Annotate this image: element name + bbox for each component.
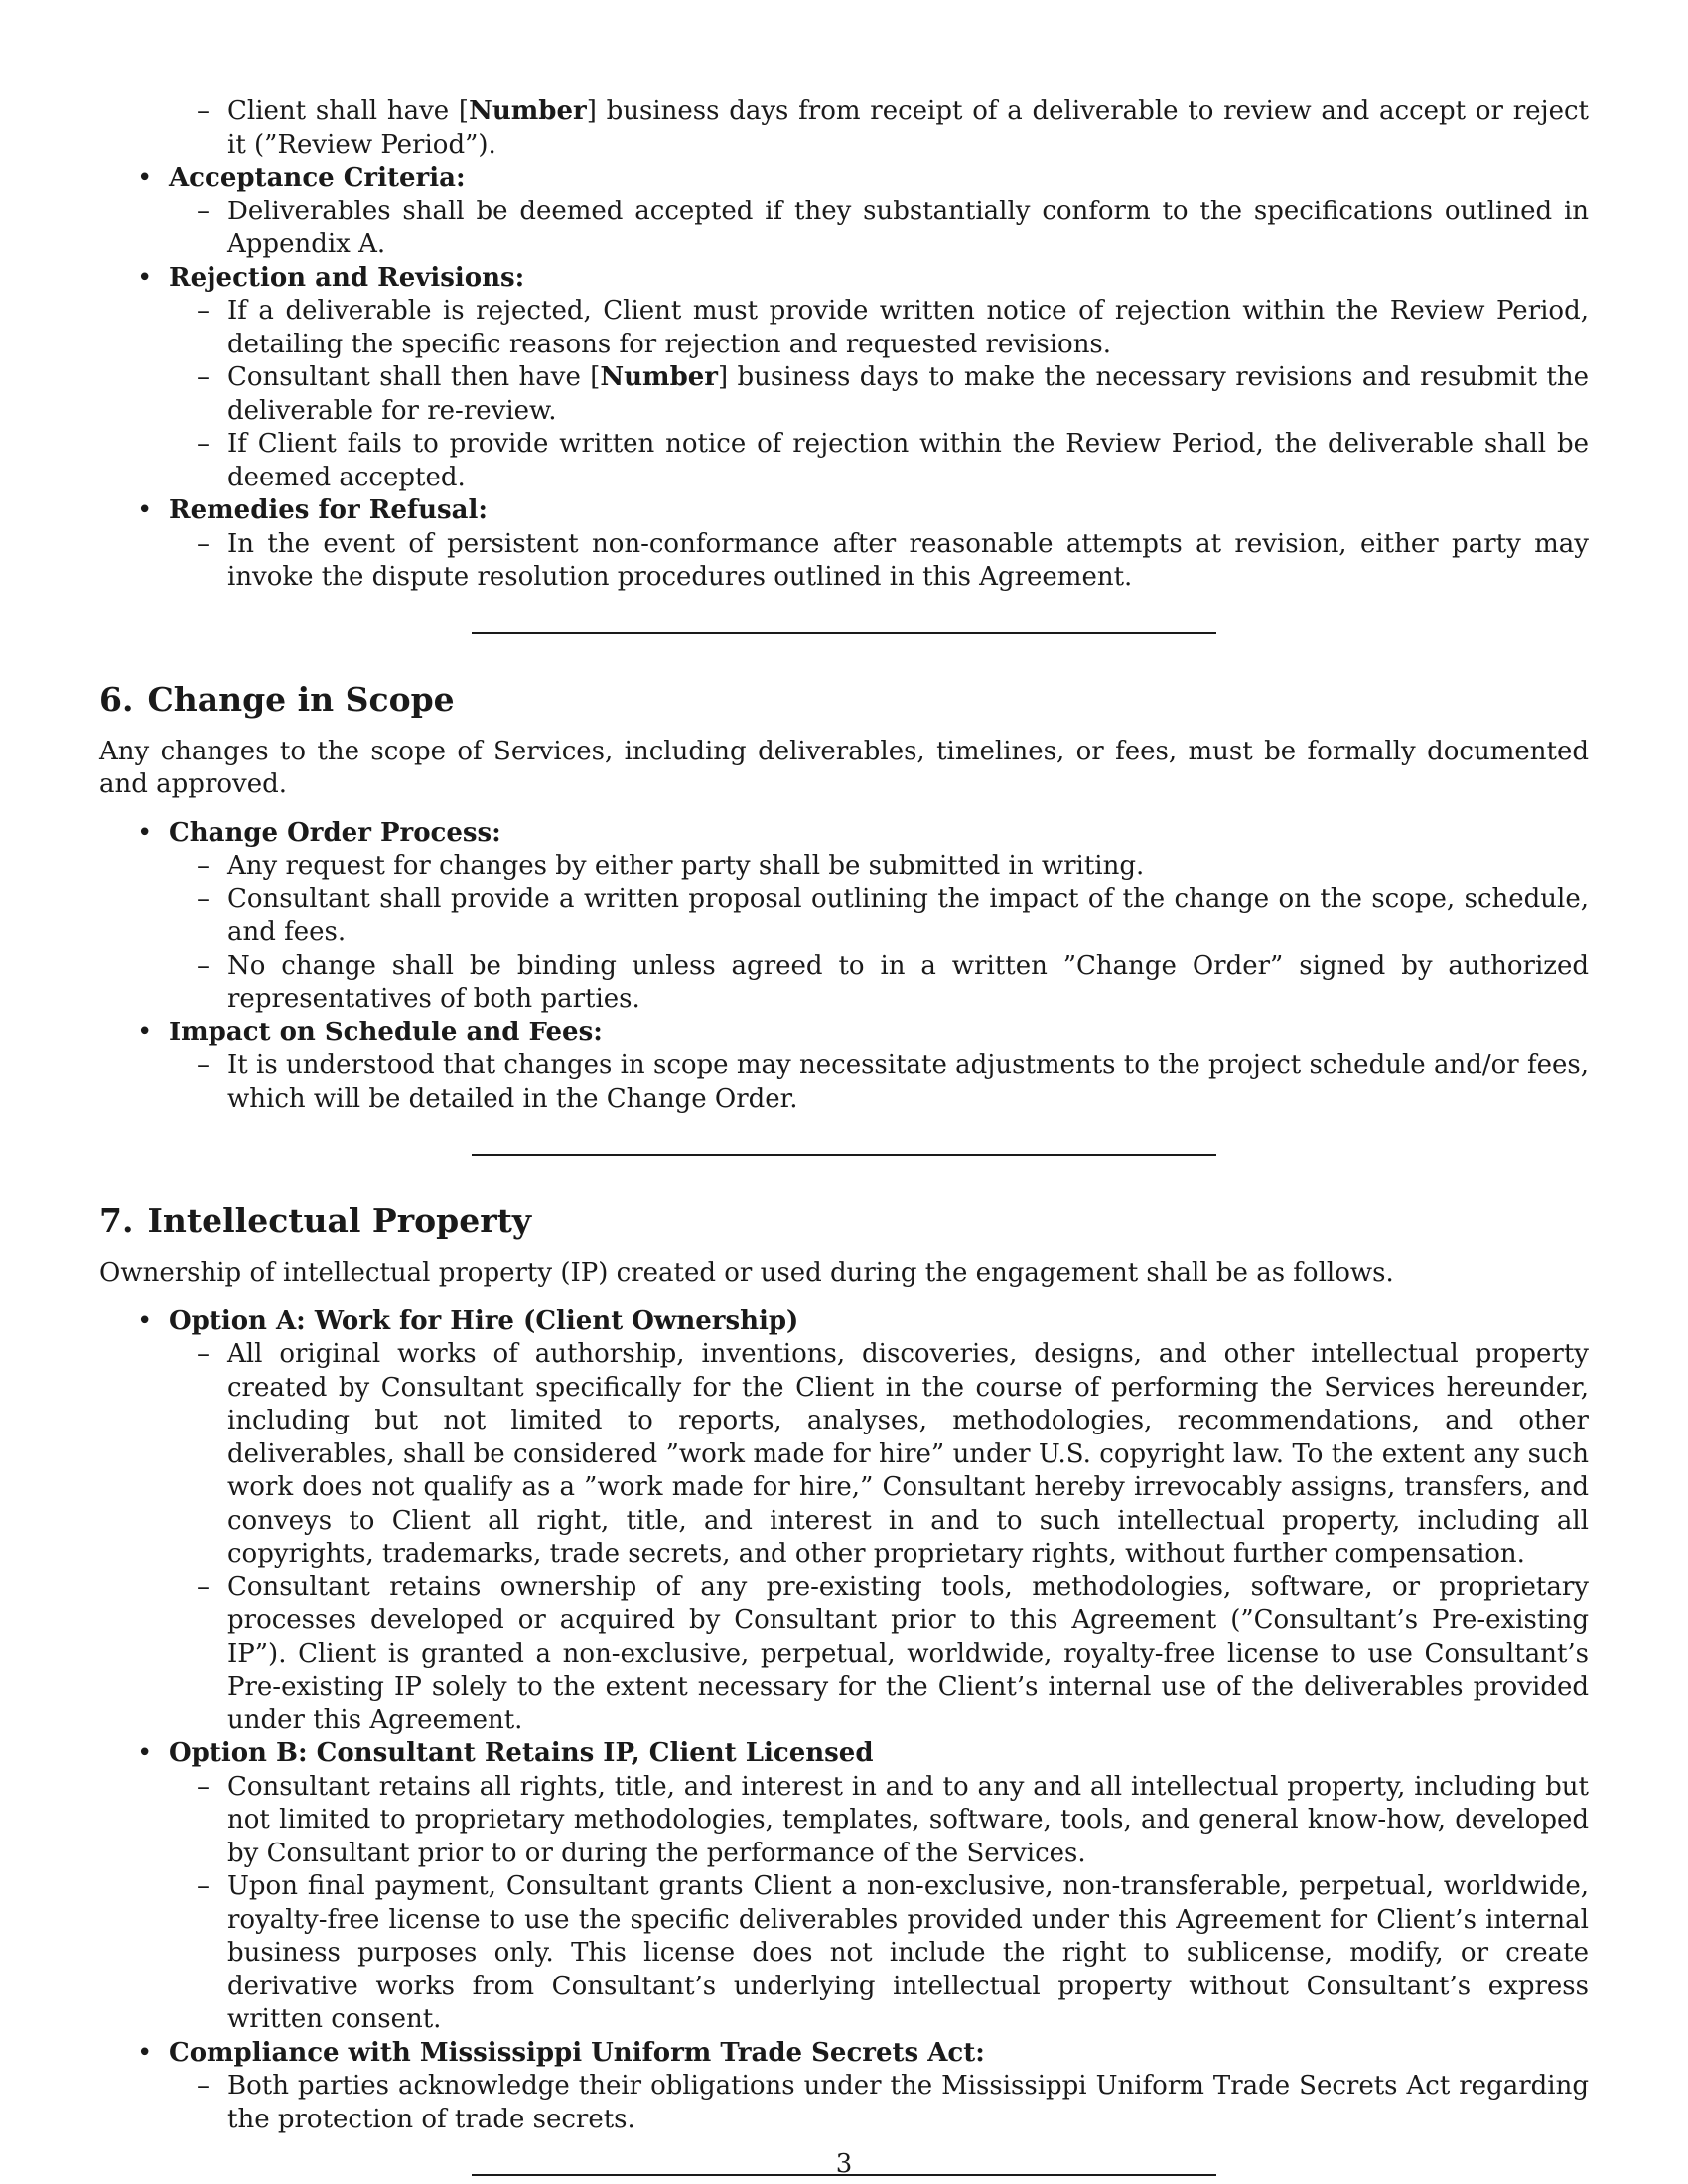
acceptance-sublist (99, 196, 1589, 262)
compliance-list (99, 2037, 1589, 2071)
bullet-marker: • (137, 1017, 153, 1047)
remedies-label: Remedies for Refusal: (169, 495, 488, 525)
impact-bullet (99, 1017, 1589, 1050)
option-a-label: Option A: Work for Hire (Client Ownership) (169, 1305, 799, 1336)
dash-marker: – (197, 1871, 210, 1901)
remedies-sublist (99, 528, 1589, 595)
bullet-marker: • (137, 1738, 153, 1768)
change-order-sublist (99, 850, 1589, 1017)
option-b-bullet (99, 1737, 1589, 1771)
review-period-item: – Client shall have [Number] business days from receipt of a deliverable to review and accept or reject it (”Review Period”). (197, 96, 1589, 160)
rejection-bullet (99, 262, 1589, 296)
dash-marker: – (197, 884, 210, 914)
acceptance-list (99, 162, 1589, 196)
change-order-bullet (99, 817, 1589, 851)
rejection-item: – Consultant shall then have [Number] business days to make the necessary revisions and resubmit the deliverable for re-review. (197, 362, 1590, 426)
option-b-item: – Consultant retains all rights, title, and interest in and to any and all intellectual property, including but not limited to proprietary methodologies, templates, software, tools, and general know-how, developed by Consultant prior to or during the performance of the Services. (197, 1771, 1589, 1868)
dash-marker: – (197, 96, 210, 126)
section-6-heading: 6. Change in Scope (99, 679, 455, 719)
compliance-label: Compliance with Mississippi Uniform Trade Secrets Act: (169, 2037, 985, 2068)
impact-sublist (99, 1049, 1589, 1116)
bullet-marker: • (137, 495, 153, 525)
change-order-item: – No change shall be binding unless agreed to in a written ”Change Order” signed by authorized representatives of both parties. (197, 950, 1589, 1014)
dash-marker: – (197, 429, 210, 459)
rejection-item: – If Client fails to provide written notice of rejection within the Review Period, the deliverable shall be deemed accepted. (197, 429, 1589, 492)
document-page (99, 95, 1589, 2176)
option-b-label: Option B: Consultant Retains IP, Client Licensed (169, 1738, 874, 1768)
option-a-item: – All original works of authorship, inventions, discoveries, designs, and other intellectual property created by Consultant specifically for the Client in the course of performing the Services hereunder, including but not limited to reports, analyses, methodologies, recommendations, and other deliverables, shall be considered ”work made for hire” under U.S. copyright law. To the extent any such work does not qualify as a ”work made for hire,” Consultant hereby irrevocably assigns, transfers, and conveys to Client all right, title, and interest in and to such intellectual property, including all copyrights, trademarks, trade secrets, and other proprietary rights, without further compensation. (197, 1339, 1589, 1569)
option-a-item: – Consultant retains ownership of any pre-existing tools, methodologies, software, or proprietary processes developed or acquired by Consultant prior to this Agreement (”Consultant’s Pre-existing IP”). Client is granted a non-exclusive, perpetual, worldwide, royalty-free license to use Consultant’s Pre-existing IP solely to the extent necessary for the Client’s internal use of the deliverables provided under this Agreement. (197, 1571, 1589, 1735)
dash-marker: – (197, 2071, 210, 2101)
compliance-bullet (99, 2037, 1589, 2071)
option-a-list (99, 1305, 1589, 1339)
remedies-bullet (99, 494, 1589, 528)
page-number: 3 (835, 2149, 853, 2179)
bullet-marker: • (137, 1305, 153, 1336)
impact-list (99, 1017, 1589, 1050)
dash-marker: – (197, 950, 210, 981)
option-b-list (99, 1737, 1589, 1771)
dash-marker: – (197, 296, 210, 326)
dash-marker: – (197, 362, 210, 392)
bullet-marker: • (137, 262, 153, 293)
change-order-item: – Any request for changes by either party shall be submitted in writing. (99, 850, 1589, 884)
option-b-item: – Upon final payment, Consultant grants Client a non-exclusive, non-transferable, perpetual, worldwide, royalty-free license to use the specific deliverables provided under this Agreement for Client’s internal business purposes only. This license does not include the right to sublicense, modify, or create derivative works from Consultant’s underlying intellectual property without Consultant’s express written consent. (197, 1871, 1589, 2034)
acceptance-criteria-label: Acceptance Criteria: (169, 163, 466, 193)
change-order-list (99, 817, 1589, 851)
acceptance-item: – Deliverables shall be deemed accepted if they substantially conform to the specifications outlined in Appendix A. (197, 196, 1589, 259)
acceptance-criteria-bullet (99, 162, 1589, 196)
bullet-marker: • (137, 163, 153, 193)
option-a-bullet (99, 1305, 1589, 1339)
bullet-marker: • (137, 817, 153, 848)
compliance-sublist (99, 2070, 1589, 2136)
option-b-sublist (99, 1771, 1589, 2037)
section-7-heading: 7. Intellectual Property (99, 1201, 532, 1240)
rejection-list (99, 262, 1589, 296)
dash-marker: – (197, 528, 210, 559)
rejection-label: Rejection and Revisions: (169, 262, 525, 293)
dash-marker: – (197, 1050, 210, 1080)
impact-label: Impact on Schedule and Fees: (169, 1017, 603, 1047)
dash-marker: – (197, 1571, 210, 1602)
section-7-intro: Ownership of intellectual property (IP) created or used during the engagement shall be as follows. (99, 1258, 1394, 1288)
bullet-marker: • (137, 2037, 153, 2068)
change-order-item: – Consultant shall provide a written proposal outlining the impact of the change on the scope, schedule, and fees. (197, 884, 1589, 947)
remedies-item: – In the event of persistent non-conformance after reasonable attempts at revision, either party may invoke the dispute resolution procedures outlined in this Agreement. (197, 528, 1589, 592)
dash-marker: – (197, 1771, 210, 1802)
change-order-label: Change Order Process: (169, 817, 501, 848)
option-a-sublist (99, 1338, 1589, 1737)
section-6-intro: Any changes to the scope of Services, including deliverables, timelines, or fees, must be formally documented and approved. (99, 736, 1589, 799)
dash-marker: – (197, 196, 210, 226)
compliance-item: – Both parties acknowledge their obligations under the Mississippi Uniform Trade Secrets Act regarding the protection of trade secrets. (197, 2071, 1589, 2134)
placeholder-number: Number (469, 96, 587, 126)
remedies-list (99, 494, 1589, 528)
rejection-sublist (99, 295, 1589, 494)
review-period-list (99, 95, 1589, 162)
dash-marker: – (197, 851, 210, 881)
impact-item: – It is understood that changes in scope may necessitate adjustments to the project schedule and/or fees, which will be detailed in the Change Order. (197, 1050, 1589, 1114)
placeholder-number: Number (600, 362, 718, 392)
dash-marker: – (197, 1339, 210, 1369)
rejection-item: – If a deliverable is rejected, Client must provide written notice of rejection within the Review Period, detailing the specific reasons for rejection and requested revisions. (197, 296, 1589, 359)
